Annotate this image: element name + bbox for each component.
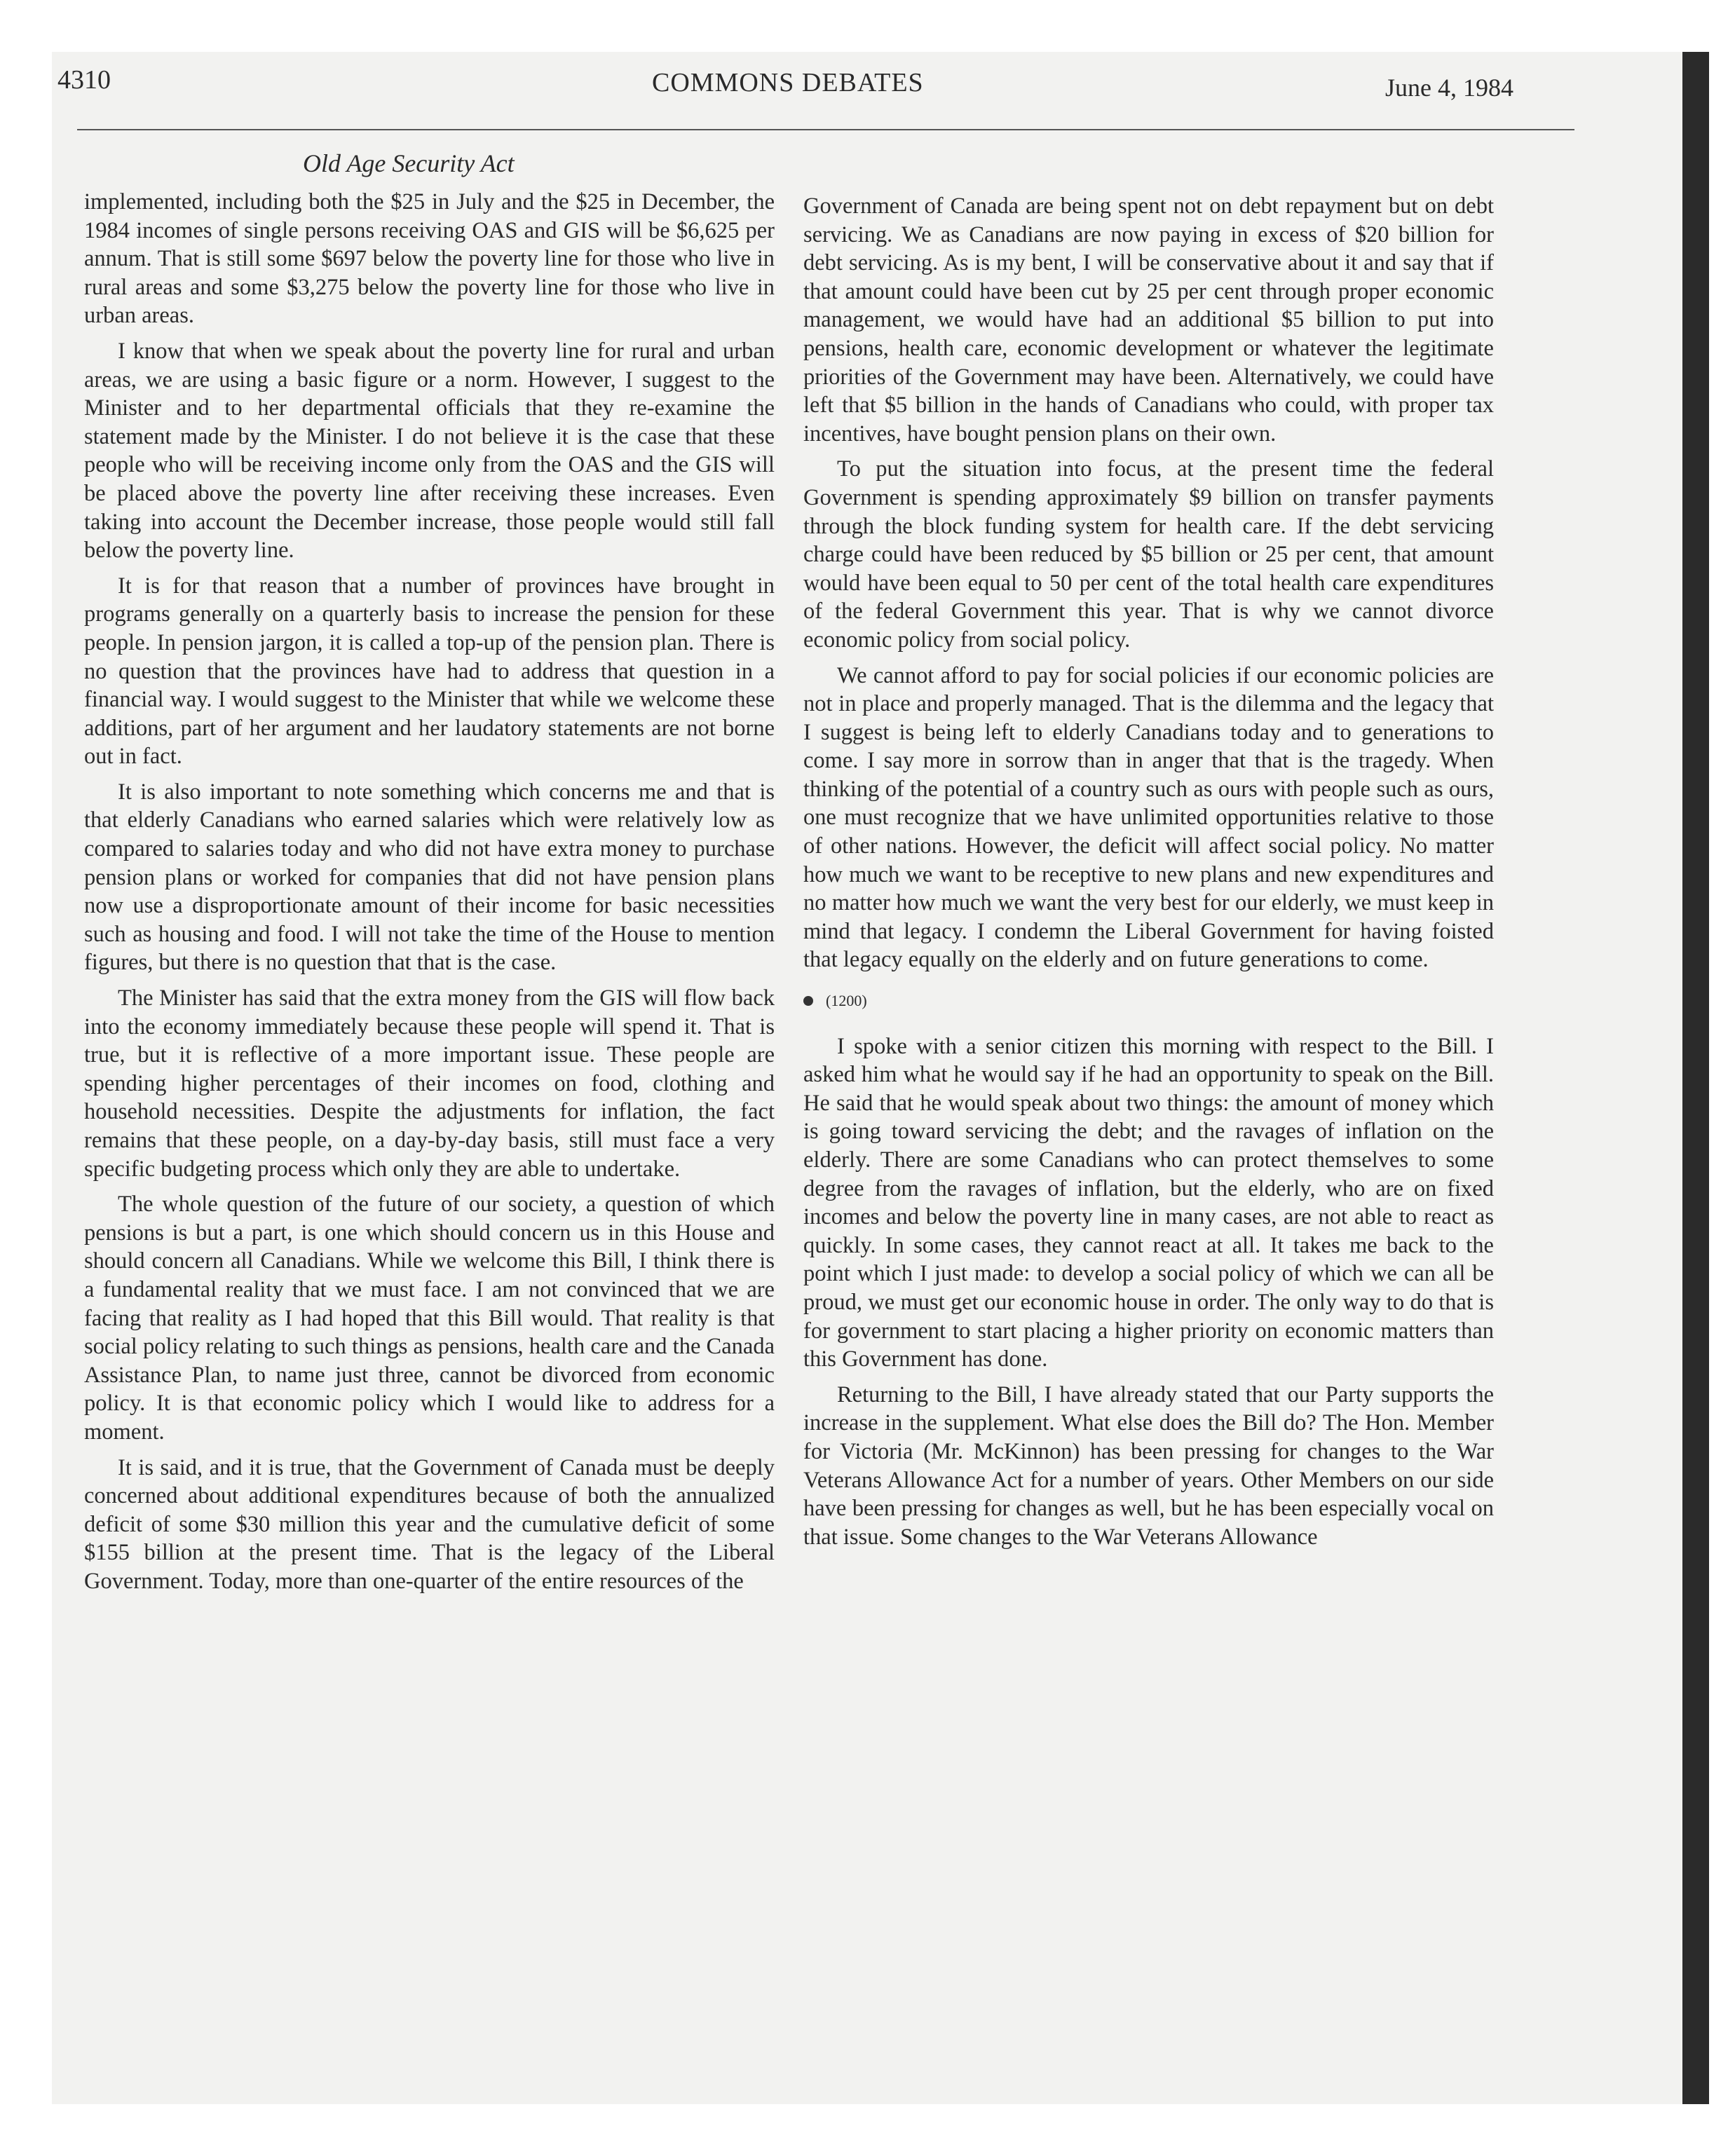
paragraph: It is said, and it is true, that the Government of Canada must be deeply concerned about additional expenditures because of both the annualized deficit of some $30 million this year and the cumulative deficit of some $155 billion at the present time. That is the legacy of the Liberal Government. Today, more than one-quarter of the entire resources of the (84, 1454, 775, 1594)
time-marker-label: (1200) (826, 992, 867, 1010)
paragraph: The whole question of the future of our society, a question of which pensions is but a part, is one which should concern us in this House and should concern all Canadians. While we welcome this Bill, I think there is a fundamental reality that we must face. I am not convinced that we are facing that reality as I had hoped that this Bill would. That reality is that social policy relating to such things as pensions, health care and the Canada Assistance Plan, to name just three, cannot be divorced from economic policy. It is that economic policy which I would like to address for a moment. (84, 1192, 775, 1445)
paragraph: I know that when we speak about the poverty line for rural and urban areas, we are using a basic figure or a norm. However, I suggest to the Minister and to her departmental officials that they re-examine the statement made by the Minister. I do not believe it is the case that these people who will be receiving income only from the OAS and the GIS will be placed above the poverty line after receiving these increases. Even taking into account the December increase, those people would still fall below the poverty line. (84, 338, 775, 564)
left-column (84, 188, 775, 1603)
paragraph: implemented, including both the $25 in July and the $25 in December, the 1984 incomes of single persons receiving OAS and GIS will be $6,625 per annum. That is still some $697 below the poverty line for those who live in rural areas and some $3,275 below the poverty line for those who live in urban areas. (84, 189, 775, 329)
time-marker (803, 987, 1494, 1016)
paragraph: Government of Canada are being spent not on debt repayment but on debt servicing. We as Canadians are now paying in excess of $20 billion for debt servicing. As is my bent, I will be conservative about it and say that if that amount could have been cut by 25 per cent through proper economic management, we would have had an additional $5 billion to put into pensions, health care, economic development or whatever the legitimate priorities of the Government may have been. Alternatively, we could have left that $5 billion in the hands of Canadians who could, with proper tax incentives, have bought pension plans on their own. (803, 193, 1494, 446)
paragraph: I spoke with a senior citizen this morning with respect to the Bill. I asked him what he would say if he had an opportunity to speak on the Bill. He said that he would speak about two things: the amount of money which is going toward servicing the debt; and the ravages of inflation on the elderly. There are some Canadians who can protect themselves to some degree from the ravages of inflation, but the elderly, who are on fixed incomes and below the poverty line in many cases, are not able to react as quickly. In some cases, they cannot react at all. It takes me back to the point which I just made: to develop a social policy of which we can all be proud, we must get our economic house in order. The only way to do that is for government to start placing a higher priority on economic matters than this Government has done. (803, 1033, 1494, 1372)
paragraph: To put the situation into focus, at the present time the federal Government is spending approximately $9 billion on transfer payments through the block funding system for health care. If the debt servicing charge could have been reduced by $5 billion or 25 per cent, that amount would have been equal to 50 per cent of the total health care expenditures of the federal Government this year. That is why we cannot divorce economic policy from social policy. (803, 456, 1494, 653)
paragraph: It is for that reason that a number of provinces have brought in programs generally on a quarterly basis to increase the pension for these people. In pension jargon, it is called a top-up of the pension plan. There is no question that the provinces have had to address that question in a financial way. I would suggest to the Minister that while we welcome these additions, part of her argument and her laudatory statements are not borne out in fact. (84, 573, 775, 770)
paragraph: The Minister has said that the extra money from the GIS will flow back into the economy immediately because these people will spend it. That is true, but it is reflective of a more important issue. These people are spending higher percentages of their incomes on food, clothing and household necessities. Despite the adjustments for inflation, the fact remains that these people, on a day-by-day basis, still must face a very specific budgeting process which only they are able to undertake. (84, 985, 775, 1182)
publication-title: COMMONS DEBATES (652, 68, 924, 97)
section-title: Old Age Security Act (303, 149, 515, 177)
paragraph: Returning to the Bill, I have already stated that our Party supports the increase in the supplement. What else does the Bill do? The Hon. Member for Victoria (Mr. McKinnon) has been pressing for changes to the War Veterans Allowance Act for a number of years. Other Members on our side have been pressing for changes as well, but he has been especially vocal on that issue. Some changes to the War Veterans Allowance (803, 1381, 1494, 1550)
bullet-icon (803, 996, 813, 1006)
page-number: 4310 (57, 65, 111, 95)
right-column (803, 192, 1494, 1558)
binding-edge (1682, 52, 1709, 2104)
paragraph: It is also important to note something which concerns me and that is that elderly Canadians who earned salaries which were relatively low as compared to salaries today and who did not have extra money to purchase pension plans or worked for companies that did not have pension plans now use a disproportionate amount of their income for basic necessities such as housing and food. I will not take the time of the House to mention figures, but there is no question that that is the case. (84, 779, 775, 976)
header-rule (77, 129, 1574, 130)
paragraph: We cannot afford to pay for social policies if our economic policies are not in place and properly managed. That is the dilemma and the legacy that I suggest is being left to elderly Canadians today and to generations to come. I say more in sorrow than in anger that that is the tragedy. When thinking of the potential of a country such as ours with people such as ours, one must recognize that we have unlimited opportunities relative to those of other nations. However, the deficit will affect social policy. No matter how much we want to be receptive to new plans and new expenditures and no matter how much we want the very best for our elderly, we must keep in mind that legacy. I condemn the Liberal Government for having foisted that legacy equally on the elderly and on future generations to come. (803, 662, 1494, 973)
header-date: June 4, 1984 (1385, 74, 1513, 102)
